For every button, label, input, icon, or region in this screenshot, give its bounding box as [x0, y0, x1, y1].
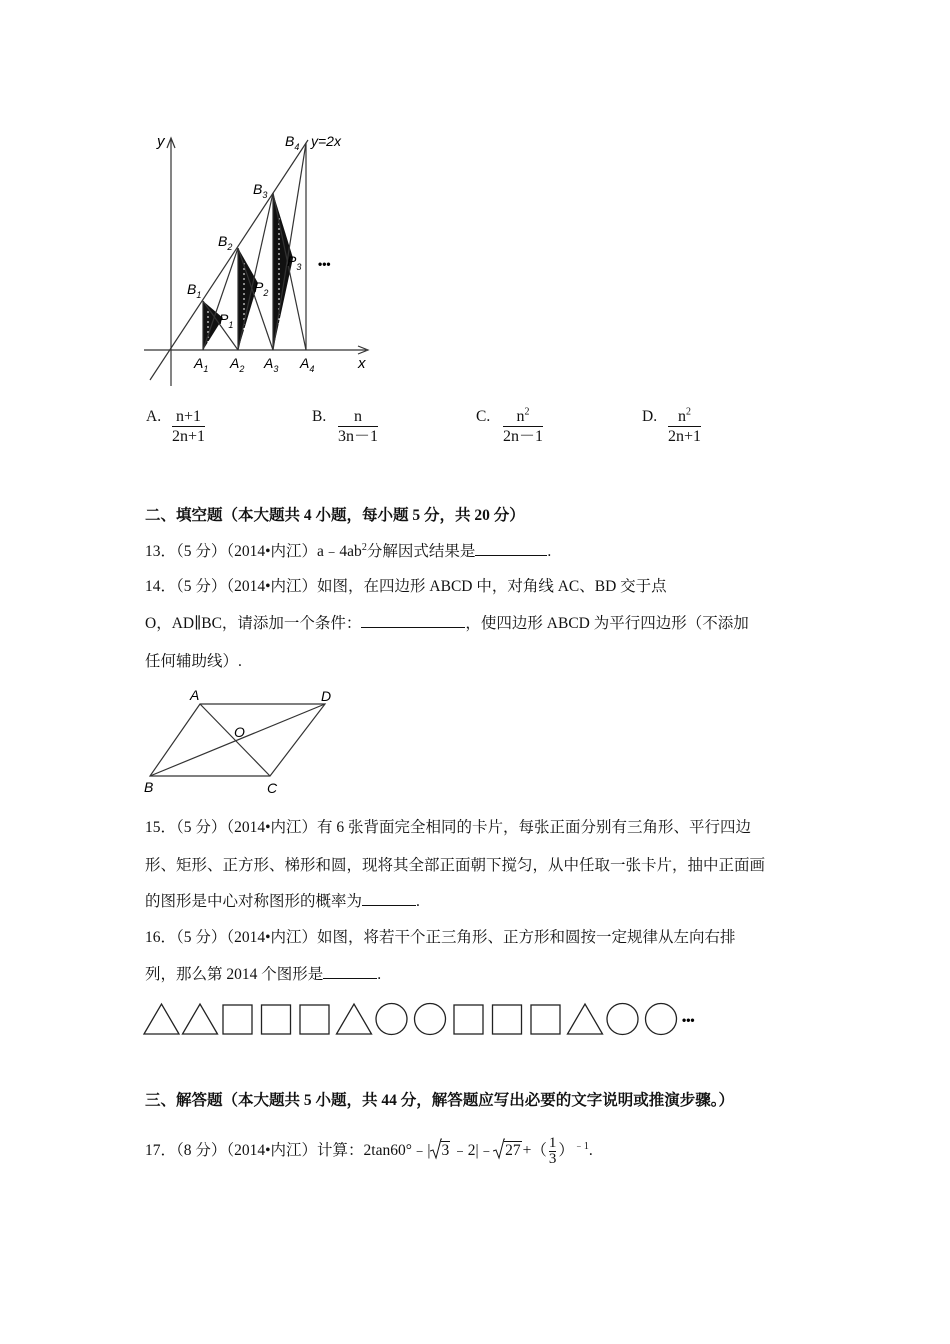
point-b-label: B [144, 779, 154, 795]
option-a-label: A. [146, 408, 162, 425]
svg-text:P1: $P_1$ [219, 311, 234, 330]
sequence-shape-square [300, 1005, 329, 1034]
sequence-shape-square [493, 1005, 522, 1034]
option-a-fraction: n+1 2n+1 [172, 408, 206, 445]
question-17: 17．（8 分）（2014•内江）计算：2tan60°﹣| 3 ﹣2|﹣ 27 +（ $\frac{1}{3}$ ）$^{﹣1}$. [145, 1135, 593, 1167]
answer-blank-16[interactable] [323, 964, 377, 979]
point-d-label: D [321, 688, 332, 704]
point-c-label: C [267, 780, 278, 796]
svg-text:B2: $B_2$ [218, 233, 233, 252]
question-14-line-1: 14．（5 分）（2014•内江）如图，在四边形 ABCD 中，对角线 AC、BD 交于点 [145, 578, 667, 595]
axis-x-label: x [358, 355, 366, 372]
svg-text:P3: $P_3$ [287, 253, 302, 272]
option-b-fraction: n 3n－1 [338, 408, 379, 445]
question-13: 13．（5 分）（2014•内江）$a﹣4ab^2$分解因式结果是 . [145, 541, 552, 560]
question-15-line-2: 形、矩形、正方形、梯形和圆，现将其全部正面朝下搅匀，从中任取一张卡片，抽中正面画 [145, 857, 766, 874]
question-15-line-1: 15．（5 分）（2014•内江）有 6 张背面完全相同的卡片，每张正面分别有三角形、平行四边 [145, 819, 752, 836]
option-c-fraction: $n^2$ 2n－1 [503, 406, 544, 445]
svg-text:A3: $A_3$ [264, 355, 279, 374]
section-2-title: 二、填空题（本大题共 4 小题，每小题 5 分，共 20 分） [145, 507, 525, 524]
option-d-fraction: $n^2$ 2n+1 [668, 406, 702, 445]
diagonal-bd [150, 704, 325, 776]
sequence-shape-circle [415, 1004, 446, 1035]
point-a-label: A [190, 687, 200, 703]
sqrt-27: 27 [494, 1140, 522, 1162]
answer-blank-15[interactable] [362, 891, 416, 906]
sequence-shape-triangle [337, 1004, 372, 1034]
figure1-ellipsis: ••• [318, 257, 331, 271]
question-14-line-3: 任何辅助线）. [145, 653, 242, 670]
shape-sequence [140, 1002, 710, 1038]
point-o-label: O [234, 724, 245, 740]
sequence-shape-square [454, 1005, 483, 1034]
question-15-line-3: 的图形是中心对称图形的概率为 . [145, 893, 420, 910]
sequence-shape-triangle [183, 1004, 218, 1034]
answer-blank-14[interactable] [361, 613, 465, 628]
line-label: y=2x [311, 133, 341, 149]
sequence-shape-circle [376, 1004, 407, 1035]
option-c-label: C. [476, 408, 491, 425]
sequence-shape-square [531, 1005, 560, 1034]
shape-sequence-ellipsis: ••• [682, 1013, 695, 1027]
option-b-label: B. [312, 408, 327, 425]
figure-1 [140, 128, 380, 390]
option-d-label: D. [642, 408, 658, 425]
svg-text:A4: $A_4$ [300, 355, 315, 374]
diagonal-ac [200, 704, 270, 776]
figure-parallelogram [140, 686, 340, 798]
question-14-line-2: O，AD∥BC，请添加一个条件： ，使四边形 ABCD 为平行四边形（不添加 [145, 615, 749, 632]
svg-text:B4: $B_4$ [285, 133, 300, 152]
sequence-shape-square [262, 1005, 291, 1034]
axis-y-label: y [157, 133, 165, 150]
svg-text:A2: $A_2$ [230, 355, 245, 374]
svg-text:B1: $B_1$ [187, 281, 202, 300]
sequence-shape-circle [607, 1004, 638, 1035]
section-3-title: 三、解答题（本大题共 5 小题，共 44 分，解答题应写出必要的文字说明或推演步骤。） [145, 1092, 735, 1109]
question-16-line-2: 列，那么第 2014 个图形是 . [145, 966, 382, 983]
answer-blank-13[interactable] [475, 541, 547, 556]
svg-text:B3: $B_3$ [253, 181, 268, 200]
question-16-line-1: 16．（5 分）（2014•内江）如图，将若干个正三角形、正方形和圆按一定规律从左向右排 [145, 929, 736, 946]
sequence-shape-triangle [144, 1004, 179, 1034]
sqrt-3: 3 [431, 1140, 451, 1162]
sequence-shape-square [223, 1005, 252, 1034]
svg-text:P2: $P_2$ [254, 279, 269, 298]
sequence-shape-triangle [568, 1004, 603, 1034]
sequence-shape-circle [646, 1004, 677, 1035]
fraction-one-third: $\frac{1}{3}$ [548, 1135, 557, 1167]
svg-text:A1: $A_1$ [194, 355, 209, 374]
